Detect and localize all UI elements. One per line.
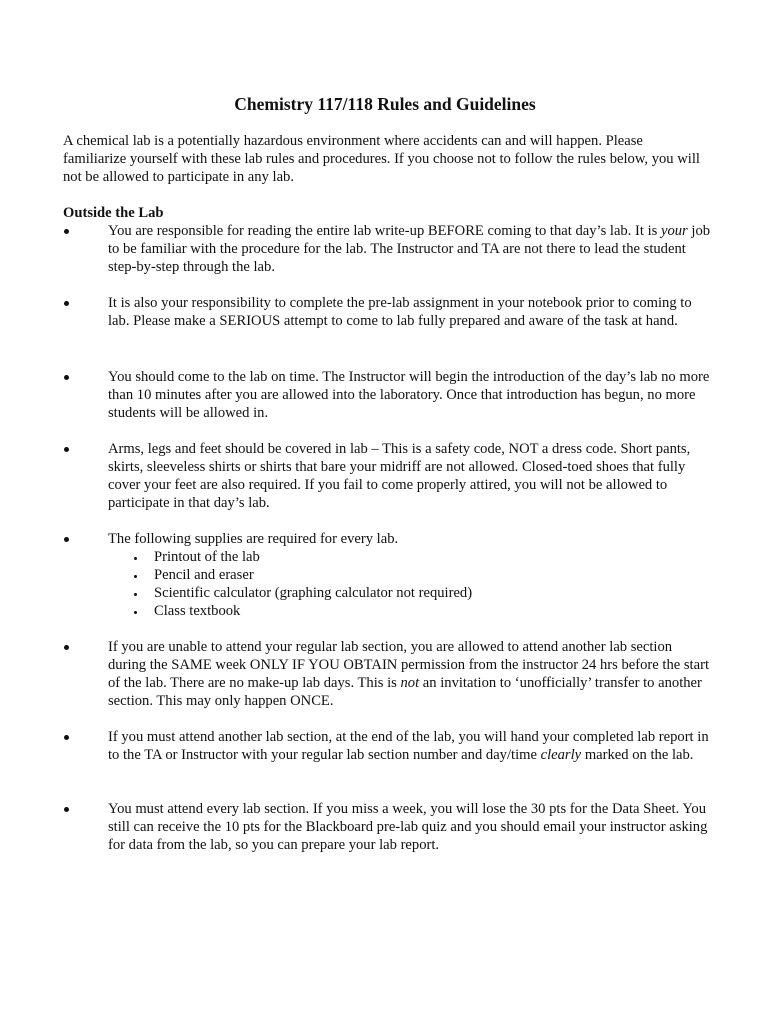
supply-item: Pencil and eraser xyxy=(130,566,713,584)
page-title: Chemistry 117/118 Rules and Guidelines xyxy=(234,94,536,114)
supply-item: Printout of the lab xyxy=(130,548,713,566)
supply-item: Class textbook xyxy=(130,602,713,620)
supplies-list xyxy=(130,548,713,620)
rule-text-1: You are responsible for reading the entire lab write-up BEFORE coming to that day’s lab. It is your job to be familiar with the procedure for the lab. The Instructor and TA are not there to lead the student step-by-step through the lab. xyxy=(108,223,711,275)
rule-text-2: It is also your responsibility to complete the pre-lab assignment in your notebook prior to coming to lab. Please make a SERIOUS attempt to come to lab fully prepared and aware of the task at hand. xyxy=(108,295,692,329)
section-heading: Outside the Lab xyxy=(63,205,164,221)
rule-text-8: You must attend every lab section. If you miss a week, you will lose the 30 pts for the Data Sheet. You still can receive the 10 pts for the Blackboard pre-lab quiz and you should email your instructor asking for data from the lab, so you can prepare your lab report. xyxy=(108,801,708,853)
supply-item: Scientific calculator (graphing calculator not required) xyxy=(130,584,713,602)
rule-item-4 xyxy=(63,440,713,512)
rule-text-5: The following supplies are required for every lab. xyxy=(108,531,399,547)
rule-item-2 xyxy=(63,294,713,330)
intro-paragraph: A chemical lab is a potentially hazardous environment where accidents can and will happen. Please familiarize yourself with these lab rules and procedures. If you choose not to follow the rules below, you will not be allowed to participate in any lab. xyxy=(63,133,700,185)
rule-item-5 xyxy=(63,530,713,620)
rule-item-6 xyxy=(63,638,713,710)
rule-text-6: If you are unable to attend your regular lab section, you are allowed to attend another lab section during the SAME week ONLY IF YOU OBTAIN permission from the instructor 24 hrs before the start of the lab. There are no make-up lab days. This is not an invitation to ‘unofficially’ transfer to another section. This may only happen ONCE. xyxy=(108,639,710,709)
rule-item-1 xyxy=(63,222,713,276)
rule-text-7: If you must attend another lab section, at the end of the lab, you will hand your completed lab report in to the TA or Instructor with your regular lab section number and day/time clearly marked on the lab. xyxy=(108,729,709,763)
rule-text-3: You should come to the lab on time. The Instructor will begin the introduction of the day’s lab no more than 10 minutes after you are allowed into the laboratory. Once that introduction has begun, no more students will be allowed in. xyxy=(108,369,710,421)
rule-item-8 xyxy=(63,800,713,854)
rule-item-3 xyxy=(63,368,713,422)
rule-text-4: Arms, legs and feet should be covered in lab – This is a safety code, NOT a dress code. Short pants, skirts, sleeveless shirts or shirts that bare your midriff are not allowed. Closed-toed shoes that fully cover your feet are also required. If you fail to come properly attired, you will not be allowed to participate in that day’s lab. xyxy=(108,441,691,511)
rule-item-7 xyxy=(63,728,713,764)
